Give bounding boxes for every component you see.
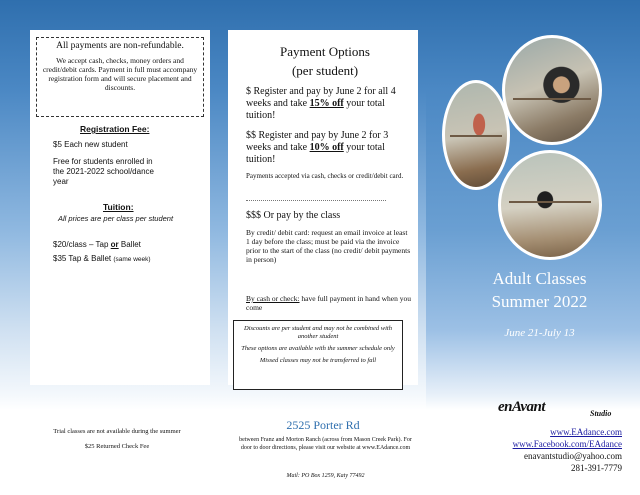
dancer-photo-left — [442, 80, 510, 190]
payment-options-title: Payment Options — [280, 44, 370, 59]
trial-notice: Trial classes are not available during the summer — [53, 428, 181, 435]
registration-fee-line: $5 Each new student — [53, 140, 128, 149]
registration-free-line-2: the 2021-2022 school/dance — [53, 167, 154, 176]
dancer-photo-bottom — [498, 150, 602, 260]
price-2-note: (same week) — [113, 256, 151, 263]
payments-accepted-note: Payments accepted via cash, checks or credit/debit card. — [246, 172, 404, 180]
barre-bar — [513, 98, 592, 100]
separator-line — [246, 200, 386, 201]
refund-notice-body: We accept cash, checks, money orders and credit/debit cards. Payment in full must accompany registration form and will secure placement and discounts. — [42, 56, 198, 92]
logo-main-text: enAvant — [498, 399, 546, 415]
address-directions: between Franz and Morton Ranch (across from Mason Creek Park). For door to door directions, please visit our website at www.EAdance.com — [239, 437, 412, 451]
discount-term-3: Missed classes may not be transferred to fall — [259, 357, 377, 364]
tuition-note: All prices are per class per student — [58, 214, 174, 223]
email-address[interactable]: enavantstudio@yahoo.com — [523, 451, 622, 461]
option-two-text-end: your total tuition! — [246, 142, 385, 165]
registration-heading: Registration Fee: — [80, 124, 150, 134]
returned-check-fee: $25 Returned Check Fee — [84, 443, 150, 450]
credit-card-instructions: By credit/ debit card: request an email invoice at least 1 day before the class; must be paid via the invoice prior to the start of the class (no credit/ debit payments in person) — [246, 228, 411, 264]
logo-studio-text: Studio — [590, 409, 612, 418]
payment-options-subtitle: (per student) — [291, 63, 359, 78]
mailing-address: Mail: PO Box 1259, Katy 77492 — [286, 473, 365, 479]
tuition-heading: Tuition: — [103, 202, 134, 212]
cash-label: By cash or check: — [246, 294, 300, 303]
session-dates: June 21-July 13 — [504, 327, 575, 339]
option-two — [246, 130, 414, 166]
price-1-text: $20/class – Tap — [53, 240, 111, 249]
registration-free-line-1: Free for students enrolled in — [53, 157, 153, 166]
price-tap-or-ballet — [53, 240, 141, 249]
refund-notice-box — [36, 37, 204, 117]
studio-address: 2525 Porter Rd — [286, 418, 360, 432]
price-1-text-end: Ballet — [118, 240, 141, 249]
option-one-discount: 15% off — [309, 98, 344, 109]
discount-term-2: These options are available with the summer schedule only — [241, 345, 395, 352]
website-link[interactable]: www.EAdance.com — [550, 427, 622, 437]
cash-text: have full payment in hand when you come — [246, 294, 411, 312]
refund-notice-title: All payments are non-refundable. — [56, 41, 184, 51]
phone-number: 281-391-7779 — [571, 463, 622, 473]
option-one — [246, 86, 414, 122]
adult-classes-title: Adult Classes — [492, 269, 587, 288]
discount-term-1: Discounts are per student and may not be combined with another student — [244, 325, 392, 340]
discount-terms-box — [233, 320, 403, 390]
option-one-text-end: your total tuition! — [246, 98, 385, 121]
price-2-text: $35 Tap & Ballet — [53, 254, 114, 263]
barre-bar — [450, 135, 502, 137]
dancer-photo-top — [502, 35, 602, 145]
option-two-discount: 10% off — [309, 142, 344, 153]
option-two-text: $$ Register and pay by June 2 for 3 weeks and take — [246, 130, 389, 153]
option-three: $$$ Or pay by the class — [246, 210, 341, 221]
price-tap-and-ballet — [53, 254, 151, 263]
cash-instructions — [246, 294, 411, 312]
barre-bar — [509, 201, 591, 203]
summer-year-title: Summer 2022 — [491, 292, 588, 311]
price-1-or: or — [110, 240, 119, 249]
facebook-link[interactable]: www.Facebook.com/EAdance — [512, 439, 622, 449]
registration-free-line-3: year — [53, 177, 69, 186]
enavant-logo — [498, 398, 618, 422]
option-one-text: $ Register and pay by June 2 for all 4 weeks and take — [246, 86, 396, 109]
